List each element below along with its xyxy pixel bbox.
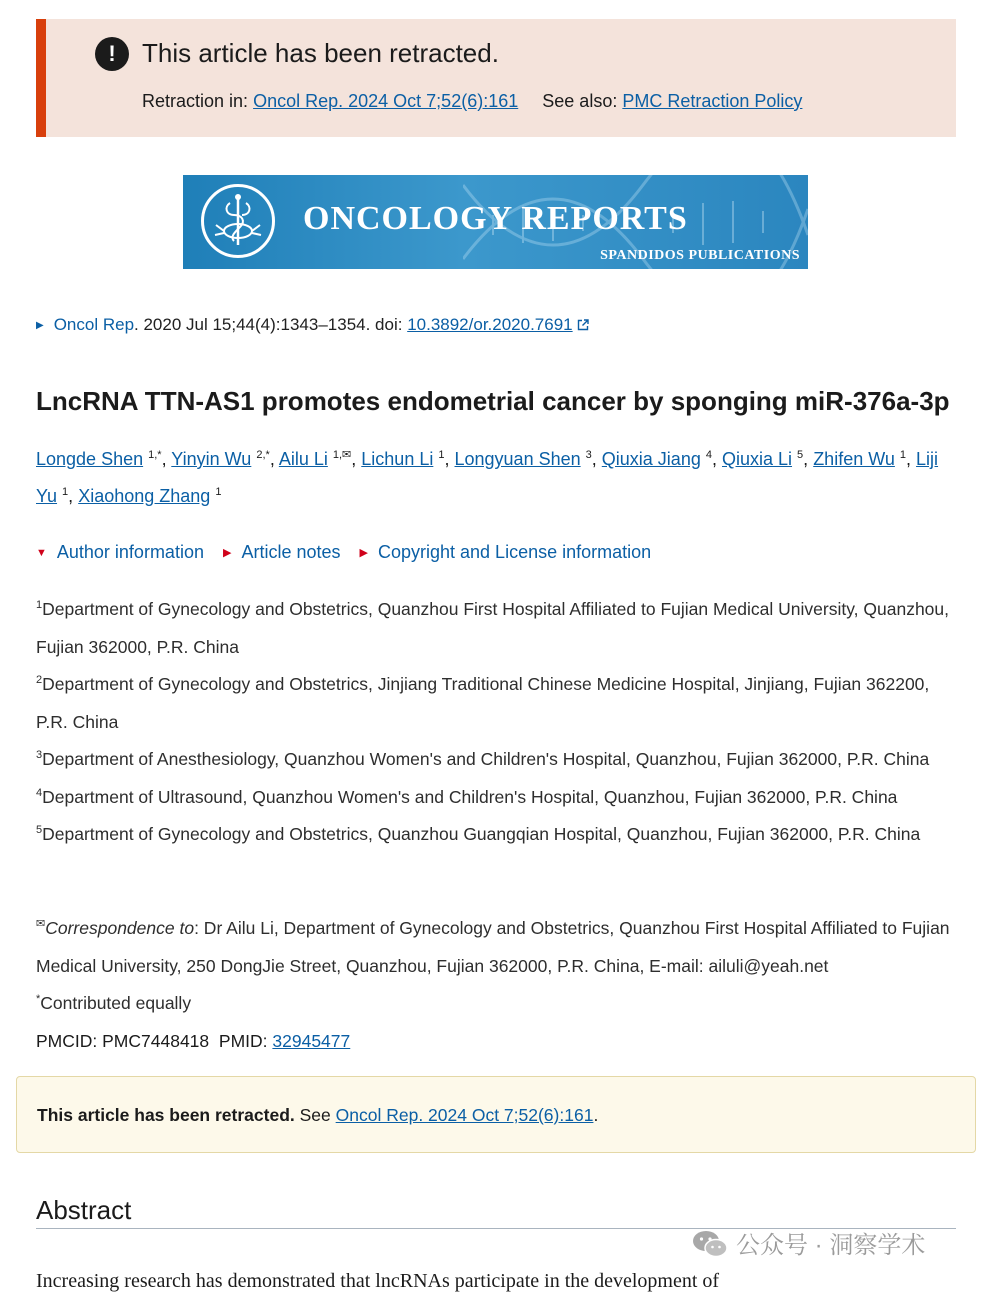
author-affiliation-sup: 1,* <box>148 449 162 461</box>
affiliation-number: 4 <box>36 786 43 799</box>
retraction-notice-text <box>37 1103 598 1127</box>
author-link[interactable]: Lichun Li <box>361 449 434 469</box>
caret-right-icon: ▶ <box>359 547 368 559</box>
citation-details: . 2020 Jul 15;44(4):1343–1354. doi: <box>134 315 408 334</box>
affiliation-text: Department of Anesthesiology, Quanzhou Women's and Children's Hospital, Quanzhou, Fujian 362000, P.R. China <box>42 749 930 769</box>
article-ids <box>36 1023 961 1061</box>
author-link[interactable]: Ailu Li <box>278 449 328 469</box>
toggle-label: Article notes <box>241 542 341 562</box>
exclamation-circle-icon: ! <box>95 37 129 71</box>
retraction-in-link[interactable]: Oncol Rep. 2024 Oct 7;52(6):161 <box>253 91 519 111</box>
author-affiliation-sup: 5 <box>797 449 804 461</box>
affiliation-number: 3 <box>36 749 43 761</box>
affiliation-text: Department of Gynecology and Obstetrics, Jinjiang Traditional Chinese Medicine Hospital, Jinjiang, Fujian 362200, P.R. China <box>36 674 930 732</box>
contributed-text: Contributed equally <box>40 993 192 1013</box>
affiliation-list <box>36 591 961 854</box>
author-link[interactable]: Longyuan Shen <box>454 449 581 469</box>
affiliation-number: 2 <box>36 674 43 686</box>
correspondence-note <box>36 910 961 985</box>
author-affiliation-sup: 1,✉ <box>332 449 352 461</box>
wechat-watermark <box>692 1228 925 1264</box>
toggle-label: Copyright and License information <box>377 542 652 562</box>
toggle-label: Author information <box>56 542 204 562</box>
pmcid-label: PMCID: <box>36 1030 98 1051</box>
abstract-heading: Abstract <box>36 1195 132 1225</box>
correspondence-label: Correspondence to <box>45 918 195 938</box>
external-link-icon[interactable] <box>577 319 589 331</box>
author-affiliation-sup: 1 <box>62 486 69 498</box>
affiliation-item <box>36 779 961 817</box>
caret-right-icon: ▶ <box>222 547 232 559</box>
triangle-right-icon[interactable]: ▶ <box>36 320 44 331</box>
abstract-first-line: Increasing research has demonstrated that lncRNAs participate in the development of <box>36 1270 720 1292</box>
retraction-notice-bold: This article has been retracted. <box>37 1105 295 1125</box>
pmid-label: PMID: <box>218 1030 268 1051</box>
affiliation-number: 1 <box>36 599 43 611</box>
retraction-headline: This article has been retracted. <box>142 38 499 68</box>
affiliation-number: 5 <box>36 824 43 836</box>
asterisk-mark: * <box>36 993 41 1005</box>
affiliation-text: Department of Ultrasound, Quanzhou Women's and Children's Hospital, Quanzhou, Fujian 362000, P.R. China <box>42 786 898 807</box>
author-link[interactable]: Liji Yu <box>36 449 939 506</box>
retraction-notice-link[interactable]: Oncol Rep. 2024 Oct 7;52(6):161 <box>335 1105 594 1125</box>
journal-logo <box>201 184 275 258</box>
envelope-icon: ✉ <box>36 918 46 930</box>
retraction-notice-end: . <box>593 1105 599 1125</box>
journal-banner[interactable] <box>183 175 808 269</box>
affiliation-text: Department of Gynecology and Obstetrics, Quanzhou First Hospital Affiliated to Fujian Medical University, Quanzhou, Fujian 362000, P.R. China <box>36 599 949 657</box>
retraction-in-label: Retraction in: <box>142 91 249 111</box>
affiliation-item <box>36 591 961 666</box>
retraction-notice-see: See <box>299 1105 331 1125</box>
author-link[interactable]: Qiuxia Jiang <box>601 449 701 469</box>
author-affiliation-sup: 1 <box>438 449 445 461</box>
affiliation-item <box>36 666 961 741</box>
author-link[interactable]: Zhifen Wu <box>813 449 895 469</box>
author-affiliation-sup: 2,* <box>256 449 270 461</box>
doi-link[interactable]: 10.3892/or.2020.7691 <box>407 315 573 334</box>
correspondence-block <box>36 910 961 1060</box>
journal-title: ONCOLOGY REPORTS <box>303 200 688 237</box>
contributed-note <box>36 985 961 1023</box>
author-affiliation-sup: 3 <box>585 449 592 461</box>
author-link[interactable]: Yinyin Wu <box>171 449 252 469</box>
author-affiliation-sup: 1 <box>899 449 907 461</box>
author-list: Longde Shen $^{1,*}$, Yinyin Wu $^{2,*}$, Ailu Li $^{1,✉}$, Lichun Li $^1$, Longyuan Shen $^3$, Qiuxia Jiang $^4$, Qiuxia Li $^5$, Zhifen Wu $^1$, Liji Yu $^1$, Xiaohong Zhang $^1$ <box>36 449 939 506</box>
caret-down-icon: ▼ <box>36 547 47 559</box>
author-affiliation-sup: 1 <box>215 486 222 498</box>
article-title: LncRNA TTN-AS1 promotes endometrial cancer by sponging miR-376a-3p <box>36 386 950 416</box>
retraction-meta <box>142 89 802 113</box>
correspondence-text: : Dr Ailu Li, Department of Gynecology and Obstetrics, Quanzhou First Hospital Affiliated to Fujian Medical University, 250 DongJie Street, Quanzhou, Fujian 362000, P.R. China, E-mail: ailuli@yeah.net <box>36 918 950 976</box>
journal-toggle[interactable]: Oncol Rep <box>53 315 135 334</box>
affiliation-item <box>36 816 961 854</box>
author-link[interactable]: Xiaohong Zhang <box>78 486 211 506</box>
journal-publisher: SPANDIDOS PUBLICATIONS <box>600 248 800 263</box>
article-info-toggles <box>36 540 665 565</box>
retraction-notice <box>16 1076 976 1153</box>
wechat-icon <box>692 1229 728 1259</box>
author-information-toggle[interactable] <box>36 542 204 562</box>
citation-line <box>36 313 589 338</box>
crab-caduceus-icon <box>204 187 272 255</box>
retraction-banner <box>36 19 956 137</box>
pmid-link[interactable]: 32945477 <box>272 1030 351 1051</box>
article-notes-toggle[interactable] <box>223 542 341 562</box>
author-affiliation-sup: 4 <box>705 449 712 461</box>
author-link[interactable]: Qiuxia Li <box>722 449 793 469</box>
copyright-license-toggle[interactable] <box>360 542 652 562</box>
retraction-policy-link[interactable]: PMC Retraction Policy <box>622 91 803 111</box>
see-also-label: See also: <box>542 91 618 111</box>
pmcid-value: PMC7448418 <box>102 1030 210 1051</box>
author-link[interactable]: Longde Shen <box>36 449 144 469</box>
watermark-text: 公众号 · 洞察学术 <box>736 1232 926 1259</box>
affiliation-item <box>36 741 961 779</box>
affiliation-text: Department of Gynecology and Obstetrics, Quanzhou Guangqian Hospital, Quanzhou, Fujian 362000, P.R. China <box>42 824 921 844</box>
